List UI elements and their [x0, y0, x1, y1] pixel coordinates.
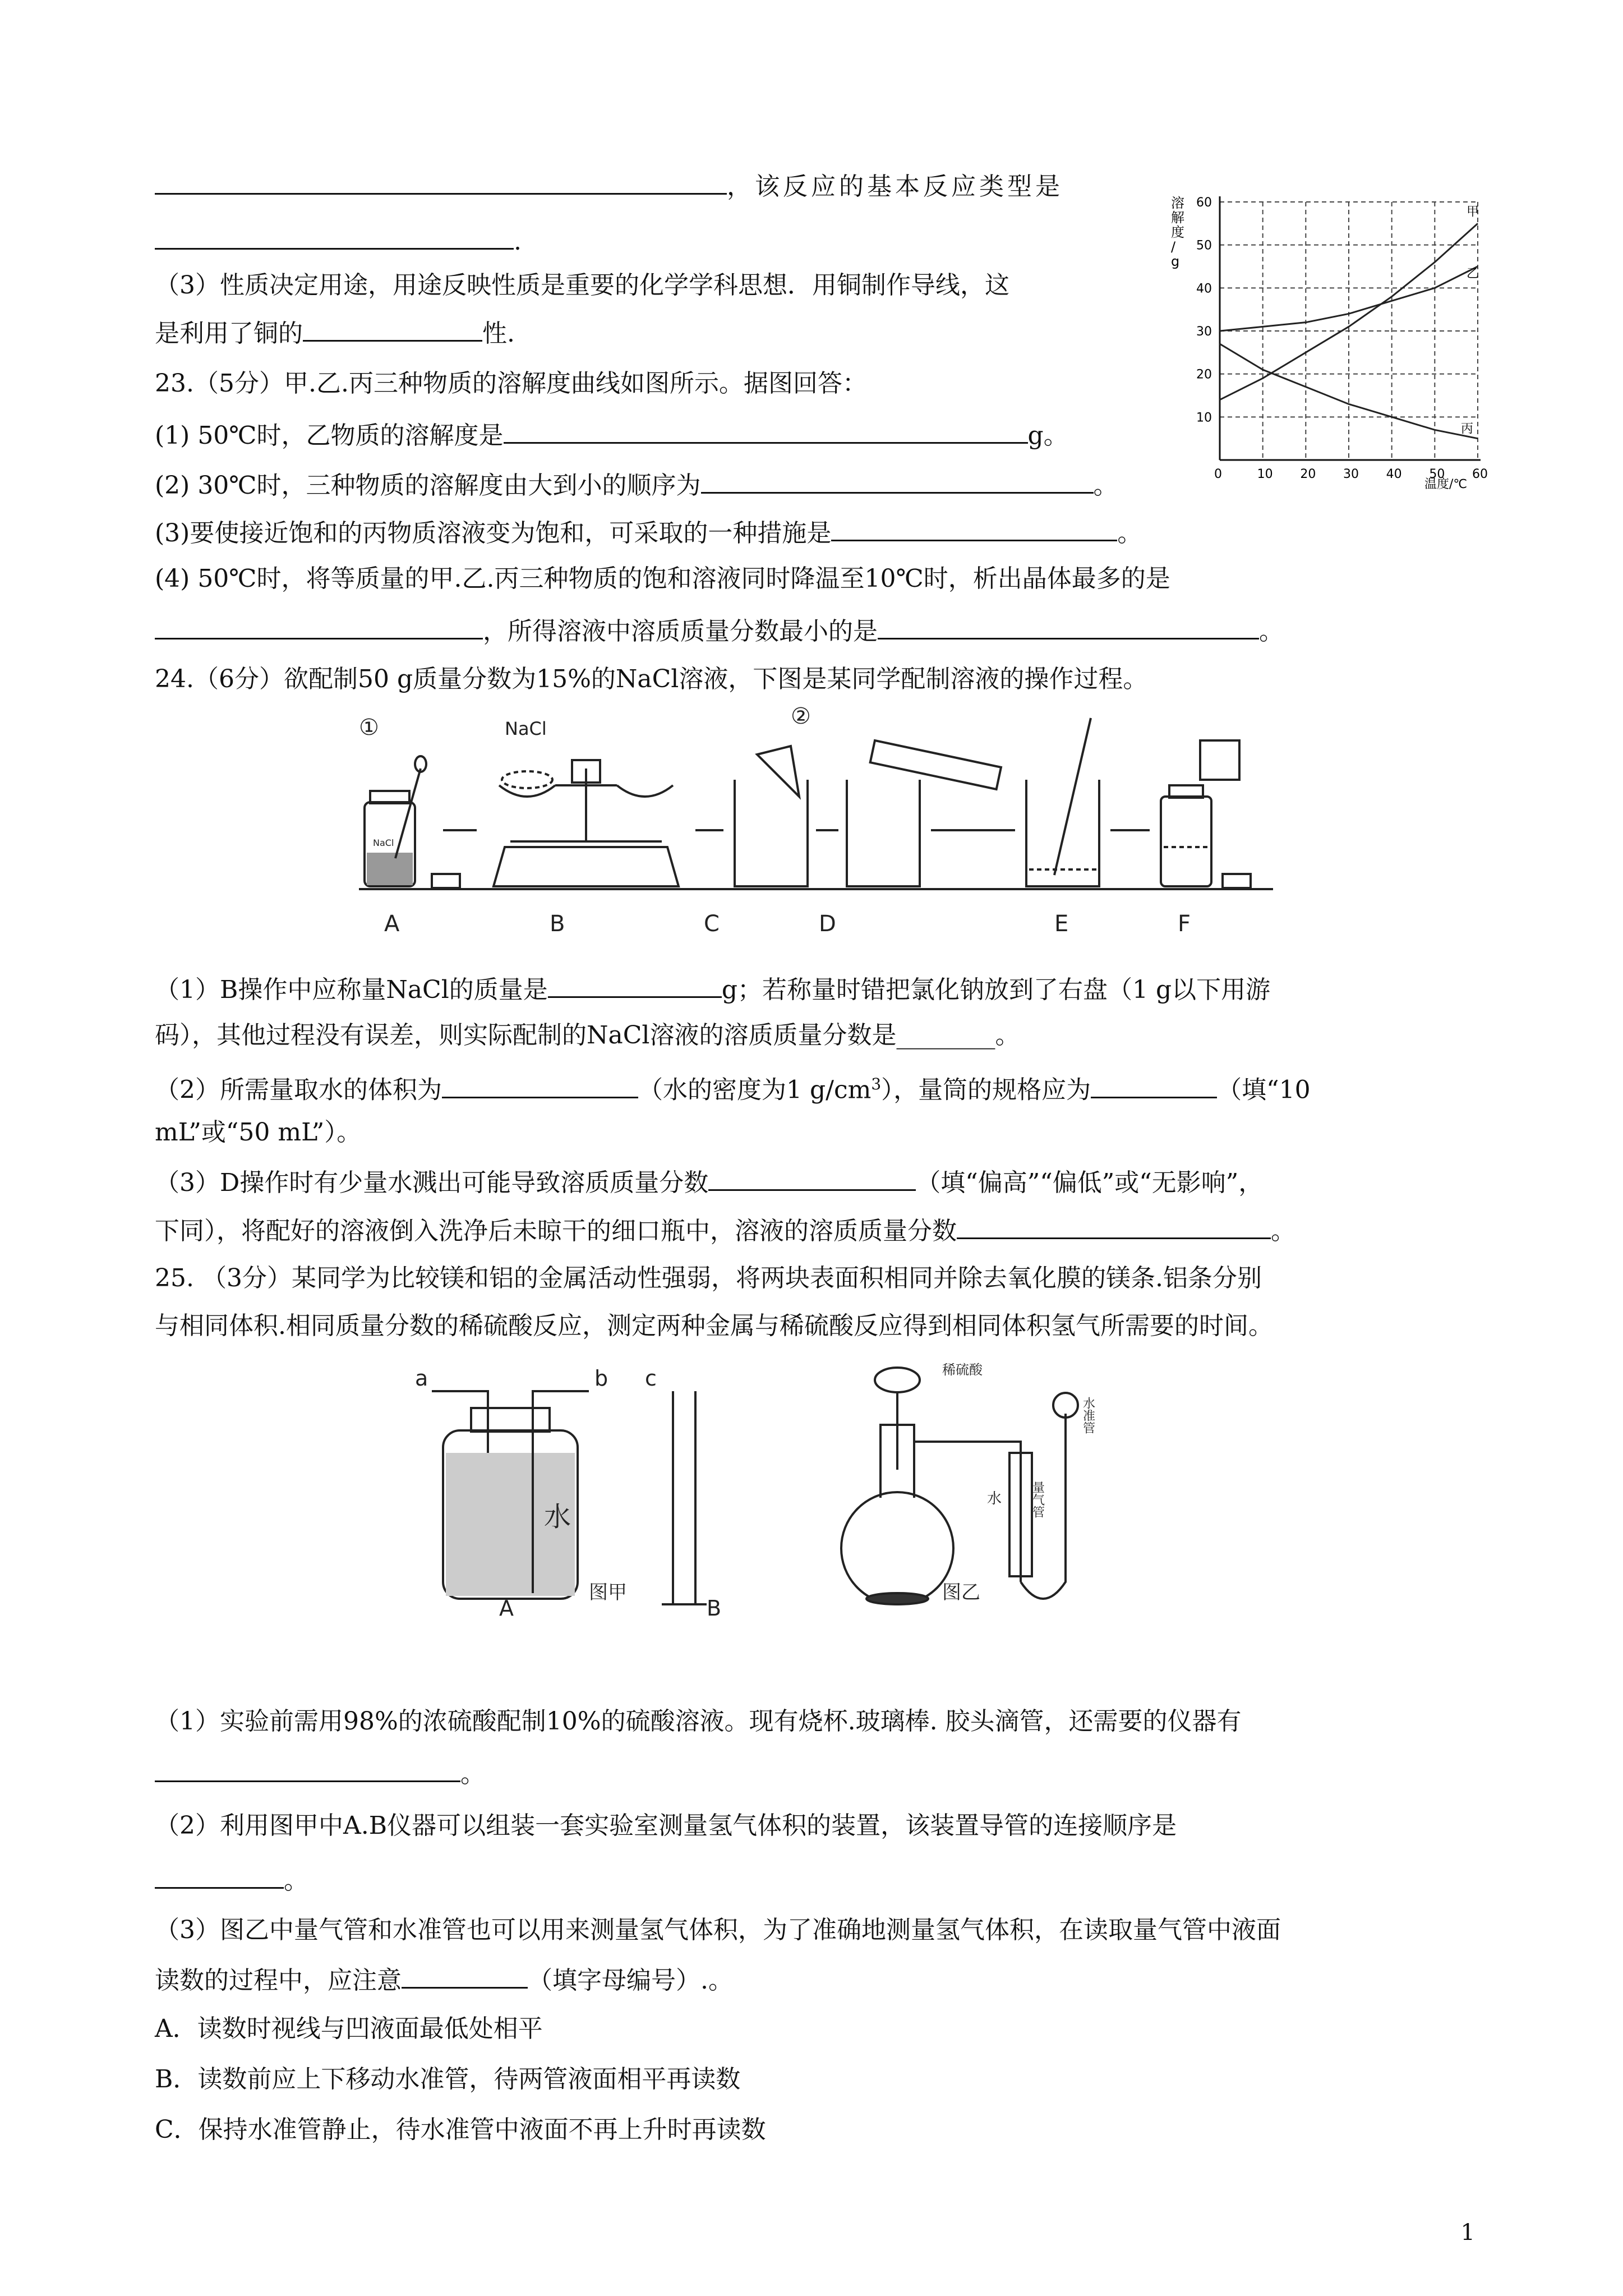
x-tick-label: 10 [1257, 467, 1273, 481]
x-tick-label: 40 [1386, 467, 1402, 481]
answer-blank[interactable] [155, 168, 727, 195]
balance [494, 760, 679, 886]
label-water: 水 [544, 1501, 571, 1533]
stopper [432, 874, 460, 888]
option-c[interactable]: C．保持水准管静止，待水准管中液面不再上升时再读数 [155, 2115, 766, 2144]
y-tick-label: 20 [1196, 367, 1212, 382]
line-1: ，该反应的基本反应类型是 [155, 168, 1063, 203]
q23-part3: (3)要使接近饱和的丙物质溶液变为饱和，可采取的一种措施是 。 [155, 515, 1142, 550]
label-B: B [707, 1596, 722, 1621]
y-tick-label: 40 [1196, 282, 1212, 296]
label-circle-2: ② [791, 703, 811, 729]
x-tick-label: 0 [1214, 467, 1222, 481]
y-tick-label: 50 [1196, 238, 1212, 253]
question-24: 24.（6分）欲配制50 g质量分数为15%的NaCl溶液，下图是某同学配制溶液的操作过程。 [155, 665, 1148, 693]
label-level-tube: 水准管 [1081, 1397, 1095, 1434]
question-23: 23.（5分）甲.乙.丙三种物质的溶解度曲线如图所示。据图回答： [155, 369, 867, 398]
series-label: 乙 [1467, 267, 1479, 281]
label-water2: 水 [987, 1490, 1002, 1507]
label-a-port: a [415, 1366, 428, 1391]
label-c: C [704, 911, 720, 937]
label-A: A [499, 1596, 514, 1621]
x-tick-label: 20 [1300, 467, 1316, 481]
answer-blank[interactable] [1091, 1072, 1217, 1098]
page-number: 1 [1460, 2220, 1475, 2246]
label-f: F [1178, 911, 1191, 937]
q23-part4: (4) 50℃时，将等质量的甲.乙.丙三种物质的饱和溶液同时降温至10℃时，析出晶体最多的是 [155, 564, 1170, 593]
label-b-port: b [594, 1366, 608, 1391]
beaker-c [735, 746, 808, 886]
graduated-cylinder [662, 1391, 707, 1604]
y-tick-label: 10 [1196, 411, 1212, 425]
line-2: . [155, 223, 522, 258]
label-nacl: NaCl [505, 718, 547, 739]
line-3: （3）性质决定用途，用途反映性质是重要的化学学科思想．用铜制作导线，这 [155, 271, 1009, 300]
series-label: 甲 [1467, 205, 1479, 219]
q25-part2-cont: 。 [155, 1862, 308, 1897]
label-c-port: c [645, 1366, 657, 1391]
q25-part3: （3）图乙中量气管和水准管也可以用来测量氢气体积，为了准确地测量氢气体积，在读取量气管中液面 [155, 1916, 1281, 1944]
answer-blank[interactable] [701, 467, 1094, 494]
q24-part3-cont: 下同），将配好的溶液倒入洗净后未晾干的细口瓶中，溶液的溶质质量分数 。 [155, 1213, 1295, 1248]
answer-blank[interactable] [831, 515, 1117, 541]
q23-part4-cont: ，所得溶液中溶质质量分数最小的是 。 [155, 613, 1284, 648]
label-fig-jia: 图甲 [589, 1581, 627, 1604]
q25-part1-cont: 。 [155, 1756, 485, 1791]
x-tick-label: 60 [1472, 467, 1488, 481]
q23-part1: (1) 50℃时，乙物质的溶解度是 g。 [155, 417, 1068, 452]
answer-blank[interactable] [504, 417, 1028, 444]
q25-part2: （2）利用图甲中A.B仪器可以组装一套实验室测量氢气体积的装置，该装置导管的连接顺序是 [155, 1811, 1177, 1840]
label-fig-yi: 图乙 [942, 1581, 980, 1604]
x-tick-label: 30 [1343, 467, 1359, 481]
answer-blank[interactable] [155, 613, 483, 639]
answer-blank[interactable] [303, 315, 482, 342]
question-25-cont: 与相同体积.相同质量分数的稀硫酸反应，测定两种金属与稀硫酸反应得到相同体积氢气所需要的时间。 [155, 1312, 1273, 1340]
label-acid: 稀硫酸 [942, 1362, 983, 1378]
label-gas-tube: 量气管 [1030, 1481, 1045, 1518]
option-b[interactable]: B．读数前应上下移动水准管，待两管液面相平再读数 [155, 2065, 741, 2093]
water-bottle [432, 1391, 589, 1599]
x-axis-label: 温度/℃ [1424, 477, 1468, 491]
label-b: B [550, 911, 565, 937]
label-e: E [1054, 911, 1069, 937]
jar-with-spoon [365, 756, 426, 886]
answer-blank[interactable] [957, 1213, 1271, 1239]
stopper [1223, 874, 1251, 888]
solubility-chart [1166, 185, 1486, 494]
q24-part1-cont: 码），其他过程没有误差，则实际配制的NaCl溶液的溶质质量分数是________。 [155, 1021, 1020, 1050]
label-a: A [384, 911, 400, 937]
q24-part2: （2）所需量取水的体积为 （水的密度为1 $g/cm^3$），量筒的规格应为 （填“10 [155, 1068, 1311, 1107]
answer-blank[interactable] [708, 1165, 916, 1191]
y-tick-label: 30 [1196, 325, 1212, 339]
q23-part2: (2) 30℃时，三种物质的溶解度由大到小的顺序为 。 [155, 467, 1118, 502]
solution-preparation-figure [342, 701, 1284, 942]
label-d: D [819, 911, 836, 937]
q25-part1: （1）实验前需用98%的浓硫酸配制10%的硫酸溶液。现有烧杯.玻璃棒. 胶头滴管，还需要的仪器有 [155, 1707, 1242, 1736]
gas-apparatus-figure [415, 1358, 1245, 1621]
line-4: 是利用了铜的 性. [155, 315, 515, 350]
answer-blank[interactable] [155, 1862, 284, 1889]
beaker-d [847, 740, 1001, 886]
jar-text: NaCl [373, 838, 394, 848]
answer-blank[interactable] [548, 972, 722, 998]
reagent-bottle [1161, 740, 1239, 886]
question-25: 25. （3分）某同学为比较镁和铝的金属活动性强弱，将两块表面积相同并除去氧化膜的镁条.铝条分别 [155, 1264, 1262, 1292]
answer-blank[interactable] [402, 1962, 528, 1989]
q24-part1: （1）B操作中应称量NaCl的质量是 g；若称量时错把氯化钠放到了右盘（1 g以下用游 [155, 972, 1270, 1006]
answer-blank[interactable] [155, 1756, 460, 1782]
answer-blank[interactable] [442, 1072, 638, 1098]
q25-part3-cont: 读数的过程中，应注意 （填字母编号）.。 [155, 1962, 733, 1997]
beaker-e [1026, 718, 1099, 886]
q24-part2-cont: mL”或“50 mL”）。 [155, 1118, 362, 1147]
series-label: 丙 [1461, 422, 1474, 436]
option-a[interactable]: A．读数时视线与凹液面最低处相平 [155, 2014, 543, 2043]
q24-part3: （3）D操作时有少量水溅出可能导致溶质质量分数 （填“偏高”“偏低”或“无影响”， [155, 1165, 1263, 1199]
x-tick-label: 50 [1429, 467, 1445, 481]
answer-blank[interactable] [155, 223, 514, 250]
answer-blank[interactable] [878, 613, 1259, 639]
y-tick-label: 60 [1196, 196, 1212, 210]
y-axis-label: 溶解度/ g [1171, 195, 1184, 269]
label-circle-1: ① [359, 715, 379, 740]
